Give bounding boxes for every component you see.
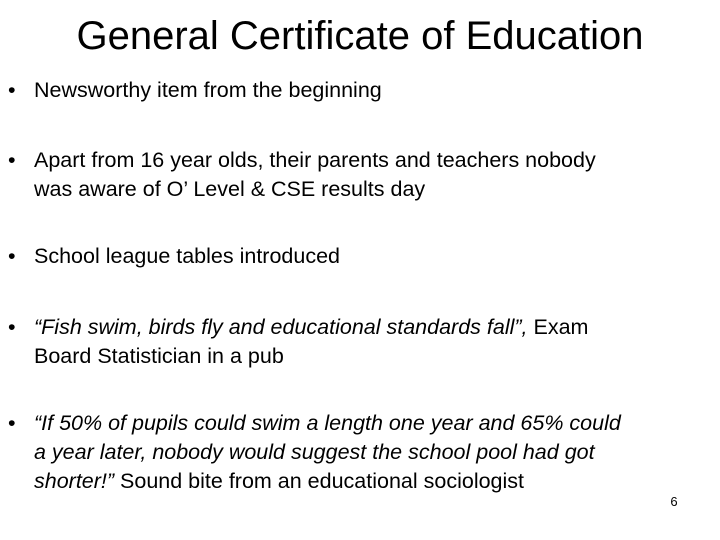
bullet-line	[34, 76, 704, 105]
body-text: Board Statistician in a pub	[34, 344, 284, 368]
bullet-line	[34, 313, 704, 342]
bullet-marker: •	[8, 315, 16, 339]
page-number: 6	[670, 494, 678, 509]
quote-text: “If 50% of pupils could swim a length one year and 65% could	[34, 411, 621, 435]
bullet-marker: •	[8, 244, 16, 268]
body-text: Sound bite from an educational sociologist	[114, 469, 525, 493]
bullet-line	[34, 438, 704, 467]
bullet-text	[34, 242, 704, 271]
body-text: Exam	[527, 315, 589, 339]
quote-text: “Fish swim, birds fly and educational standards fall”,	[34, 315, 528, 339]
bullet-text	[34, 146, 704, 204]
body-text: was aware of O’ Level & CSE results day	[34, 177, 426, 201]
body-text: Newsworthy item from the beginning	[34, 78, 382, 102]
bullet-text	[34, 409, 704, 496]
quote-text: a year later, nobody would suggest the school pool had got	[34, 440, 595, 464]
quote-text: shorter!”	[34, 469, 115, 493]
bullet-line	[34, 409, 704, 438]
body-text: Apart from 16 year olds, their parents and teachers nobody	[34, 148, 596, 172]
bullet-line	[34, 146, 704, 175]
bullet-line	[34, 175, 704, 204]
bullet-line	[34, 342, 704, 371]
bullet-line	[34, 467, 704, 496]
slide-title: General Certificate of Education	[76, 14, 644, 58]
bullet-marker: •	[8, 78, 16, 102]
bullet-text	[34, 313, 704, 371]
bullet-marker: •	[8, 411, 16, 435]
body-text: School league tables introduced	[34, 244, 340, 268]
bullet-line	[34, 242, 704, 271]
bullet-text	[34, 76, 704, 105]
bullet-marker: •	[8, 148, 16, 172]
